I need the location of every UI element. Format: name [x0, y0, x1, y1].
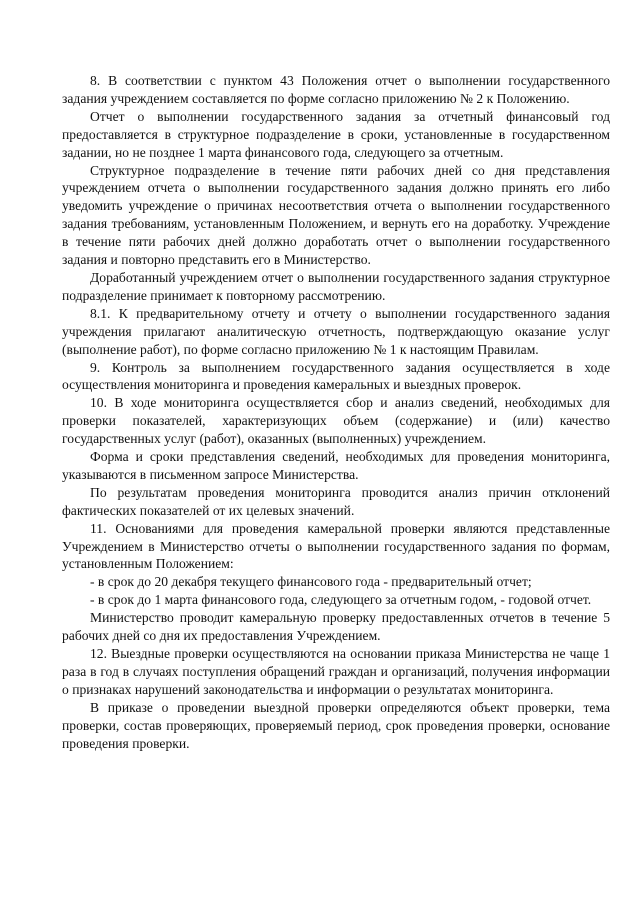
paragraph-monitoring-form: Форма и сроки представления сведений, необходимых для проведения мониторинга, указываются в письменном запросе Министерства. — [62, 449, 610, 482]
paragraph-12: 12. Выездные проверки осуществляются на основании приказа Министерства не чаще 1 раза в год в случаях поступления обращений граждан и организаций, получения информации о признаках нарушений законодательства и информации о результатах мониторинга. — [62, 646, 610, 697]
paragraph-8-1: 8.1. К предварительному отчету и отчету о выполнении государственного задания учреждения прилагают аналитическую отчетность, подтверждающую оказание услуг (выполнение работ), по форме согласно приложению № 1 к настоящим Правилам. — [62, 305, 610, 357]
paragraph-re-review: Доработанный учреждением отчет о выполнении государственного задания структурное подразделение принимает к повторному рассмотрению. — [62, 269, 610, 303]
paragraph-11: 11. Основаниями для проведения камеральной проверки являются представленные Учреждением в Министерство отчеты о выполнении государственного задания по формам, установленным Положением: — [62, 520, 610, 572]
paragraph-9: 9. Контроль за выполнением государственного задания осуществляется в ходе осуществления мониторинга и проведения камеральных и выездных проверок. — [62, 359, 610, 393]
paragraph-report-deadline: Отчет о выполнении государственного задания за отчетный финансовый год предоставляется в структурное подразделение в сроки, установленные в государственном задании, но не позднее 1 марта финансового года, следующего за отчетным. — [62, 108, 610, 160]
paragraph-monitoring-results: По результатам проведения мониторинга проводится анализ причин отклонений фактических показателей от их целевых значений. — [62, 484, 610, 518]
paragraph-desk-audit: Министерство проводит камеральную проверку предоставленных отчетов в течение 5 рабочих дней со дня их предоставления Учреждением. — [62, 610, 610, 644]
list-item-annual-report: - в срок до 1 марта финансового года, следующего за отчетным годом, - годовой отчет. — [90, 592, 592, 608]
paragraph-review: Структурное подразделение в течение пяти рабочих дней со дня представления учреждением отчета о выполнении государственного задания должно принять его либо уведомить учреждение о причинах несоответствия отчета о выполнении государственного задания требованиям, установленным Положением, и вернуть его на доработку. Учреждение в течение пяти рабочих дней должно доработать отчет о выполнении государственного задания и повторно представить его в Министерство. — [62, 162, 610, 268]
paragraph-10: 10. В ходе мониторинга осуществляется сбор и анализ сведений, необходимых для проверки показателей, характеризующих объем (содержание) и (или) качество государственных услуг (работ), оказанных (выполненных) учреждением. — [62, 395, 610, 447]
document-body — [62, 72, 610, 752]
list-item-preliminary-report: - в срок до 20 декабря текущего финансового года - предварительный отчет; — [90, 574, 532, 590]
paragraph-8: 8. В соответствии с пунктом 43 Положения отчет о выполнении государственного задания учреждением составляется по форме согласно приложению № 2 к Положению. — [62, 73, 610, 106]
paragraph-field-audit-order: В приказе о проведении выездной проверки определяются объект проверки, тема проверки, состав проверяющих, проверяемый период, срок проведения проверки, основание проведения проверки. — [62, 699, 610, 751]
